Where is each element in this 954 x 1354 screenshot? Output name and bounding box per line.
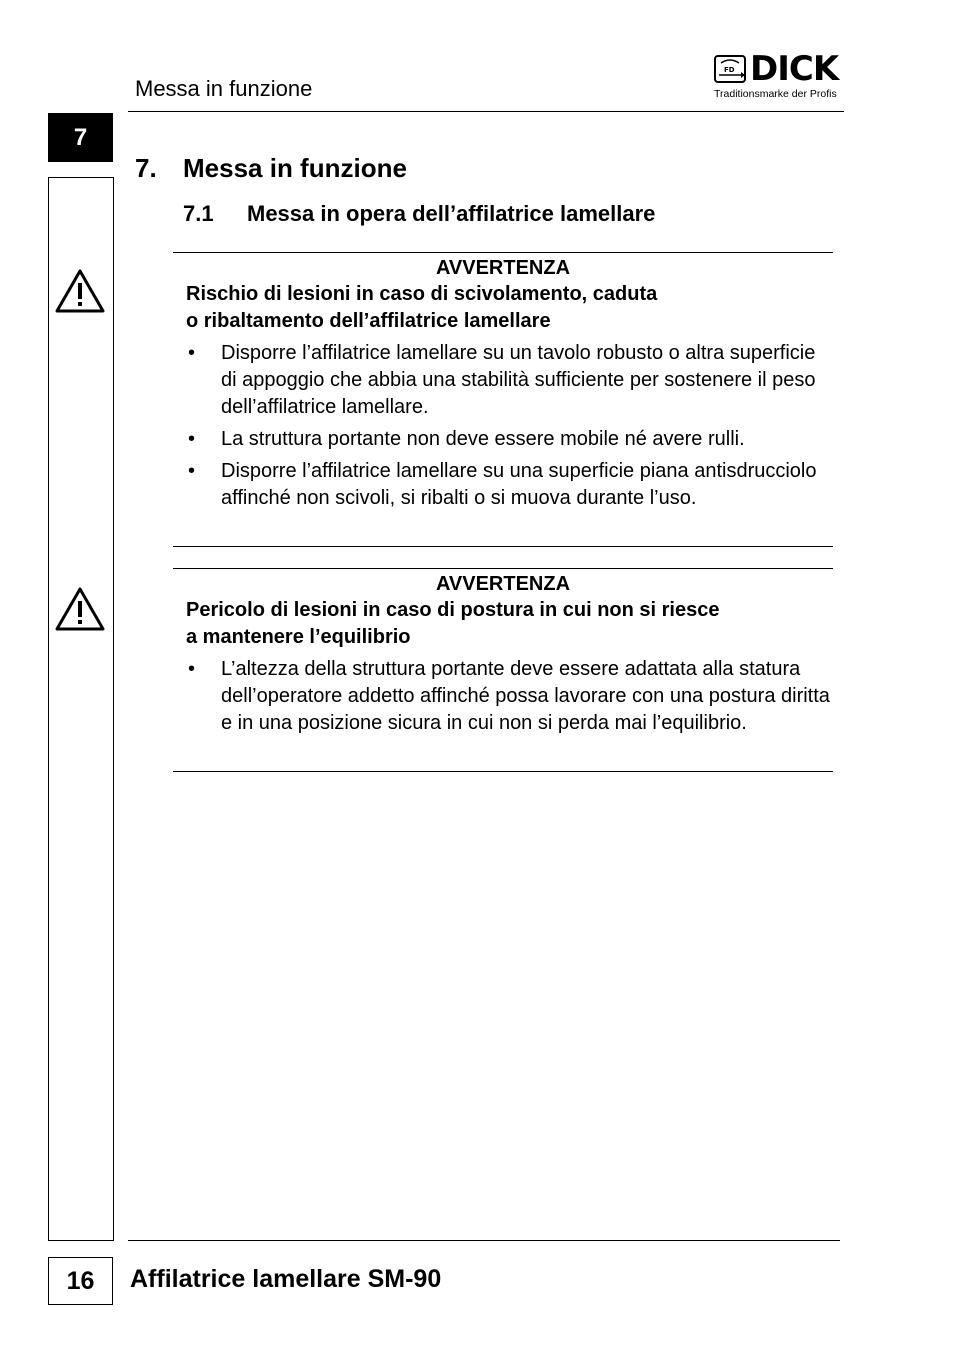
subsection-number: 7.1 xyxy=(183,201,214,226)
running-header-title: Messa in funzione xyxy=(135,76,313,101)
logo-wordmark: DICK xyxy=(750,49,839,89)
section-number: 7. xyxy=(135,153,157,183)
warning-subtitle xyxy=(173,597,833,651)
warning-triangle-icon xyxy=(54,268,106,314)
list-item: • La struttura portante non deve essere mobile né avere rulli. xyxy=(186,426,833,453)
warning-label: AVVERTENZA xyxy=(435,573,571,595)
header-divider xyxy=(128,111,844,112)
list-item: • Disporre l’affilatrice lamellare su una superficie piana antisdrucciolo affinché non scivoli, si ribalti o si muova durante l’uso. xyxy=(186,458,833,512)
warning-triangle-icon xyxy=(54,586,106,632)
warning-subtitle xyxy=(173,281,833,335)
list-item: • Disporre l’affilatrice lamellare su un tavolo robusto o altra superficie di appoggio che abbia una stabilità sufficiente per sostenere il peso dell’affilatrice lamellare. xyxy=(186,340,833,421)
svg-text:FD: FD xyxy=(724,66,735,74)
subsection-heading xyxy=(183,201,655,227)
logo-tagline: Traditionsmarke der Profis xyxy=(714,88,837,100)
warning-subtitle-line: Rischio di lesioni in caso di scivolamento, caduta xyxy=(186,283,658,305)
side-margin-frame xyxy=(48,177,114,1241)
warning-label: AVVERTENZA xyxy=(435,257,571,279)
logo-emblem-icon xyxy=(714,53,748,85)
list-item: • L’altezza della struttura portante deve essere adattata alla statura dell’operatore addetto affinché possa lavorare con una postura diritta e in una posizione sicura in cui non si perda mai l’equilibrio. xyxy=(186,656,833,737)
brand-logo xyxy=(714,49,846,103)
warning-subtitle-line: o ribaltamento dell’affilatrice lamellare xyxy=(186,310,551,332)
section-title: Messa in funzione xyxy=(183,153,407,183)
warning-subtitle-line: a mantenere l’equilibrio xyxy=(186,626,411,648)
chapter-tab: 7 xyxy=(48,113,113,162)
warning-box xyxy=(173,568,833,772)
warning-list xyxy=(173,340,833,512)
warning-subtitle-line: Pericolo di lesioni in caso di postura in cui non si riesce xyxy=(186,599,720,621)
footer-divider xyxy=(128,1240,840,1241)
subsection-title: Messa in opera dell’affilatrice lamellare xyxy=(247,201,656,226)
footer-title: Affilatrice lamellare SM-90 xyxy=(130,1265,442,1293)
page-number: 16 xyxy=(48,1257,113,1305)
section-heading xyxy=(135,153,407,184)
warning-list xyxy=(173,656,833,737)
warning-box xyxy=(173,252,833,547)
